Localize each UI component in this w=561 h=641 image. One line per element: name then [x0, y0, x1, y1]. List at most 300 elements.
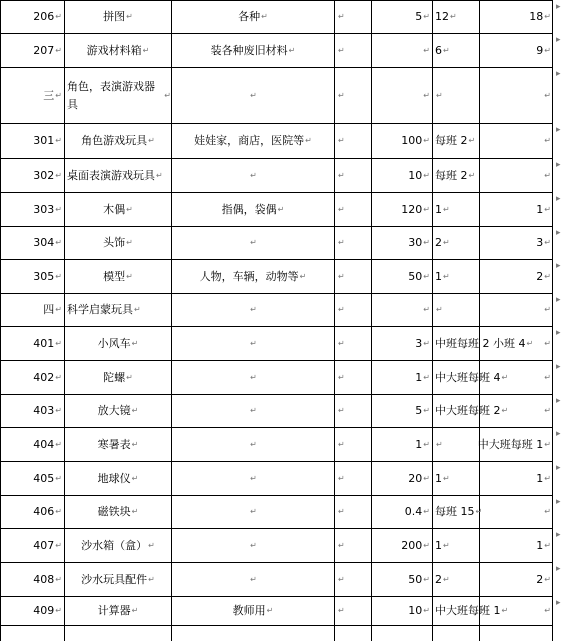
- item-description-text: 装各种废旧材料: [210, 43, 288, 57]
- small-class-amount-text: 12: [435, 10, 449, 23]
- table-row-border: [0, 625, 553, 626]
- paragraph-mark-icon: ↵: [55, 170, 62, 180]
- paragraph-mark-icon: ↵: [338, 574, 345, 584]
- small-class-amount-cell: [433, 395, 553, 427]
- row-number-cell: [1, 529, 64, 562]
- paragraph-mark-icon: ↵: [501, 372, 509, 382]
- paragraph-mark-icon: ↵: [544, 45, 551, 55]
- item-name-cell: [65, 563, 171, 596]
- row-number-text: 409: [33, 604, 55, 617]
- item-description-text: 各种: [238, 10, 261, 23]
- row-number-text: 207: [33, 43, 55, 57]
- paragraph-mark-icon: ↵: [55, 406, 62, 415]
- item-name-text: 角色游戏玩具: [81, 134, 148, 147]
- paragraph-mark-icon: ↵: [299, 271, 307, 281]
- large-class-amount-cell: [480, 529, 553, 562]
- paragraph-mark-icon: ↵: [55, 45, 62, 55]
- quantity-text: 1: [415, 370, 423, 384]
- paragraph-mark-icon: ↵: [55, 574, 62, 584]
- small-class-amount-cell: [433, 294, 479, 326]
- item-description-cell: [172, 361, 334, 394]
- large-class-amount-cell: [480, 462, 553, 495]
- paragraph-mark-icon: ↵: [288, 45, 296, 55]
- paragraph-mark-icon: ↵: [423, 540, 430, 550]
- quantity-cell: [372, 563, 432, 596]
- row-number-cell: [1, 597, 64, 625]
- quantity-text: 1: [415, 437, 423, 451]
- item-name-text: 计算器: [97, 604, 131, 617]
- item-name-cell: [65, 294, 171, 326]
- small-class-amount-text: 1: [435, 202, 442, 216]
- paragraph-mark-icon: ↵: [544, 473, 551, 483]
- blank-column-cell: [335, 529, 371, 562]
- paragraph-mark-icon: ↵: [468, 170, 476, 180]
- paragraph-mark-icon: ↵: [277, 204, 285, 214]
- large-class-amount-text: 中大班每班 1: [477, 437, 544, 451]
- row-number-text: 408: [33, 572, 55, 586]
- paragraph-mark-icon: ↵: [148, 136, 155, 145]
- paragraph-mark-icon: ↵: [475, 507, 483, 516]
- paragraph-mark-icon: ↵: [423, 90, 430, 100]
- item-description-text: 娃娃家，商店，医院等: [194, 134, 305, 147]
- paragraph-mark-icon: ↵: [338, 12, 345, 21]
- paragraph-mark-icon: ↵: [544, 271, 551, 281]
- paragraph-mark-icon: ↵: [544, 606, 551, 615]
- paragraph-mark-icon: ↵: [250, 540, 257, 550]
- blank-column-cell: [335, 34, 371, 67]
- item-name-text: 头饰: [103, 236, 126, 249]
- paragraph-mark-icon: ↵: [126, 238, 133, 247]
- paragraph-mark-icon: ↵: [126, 12, 133, 21]
- row-number-text: 206: [33, 10, 55, 23]
- paragraph-mark-icon: ↵: [423, 12, 430, 21]
- row-number-text: 四: [43, 303, 55, 316]
- quantity-cell: [372, 159, 432, 192]
- small-class-amount-cell: [433, 124, 479, 158]
- paragraph-mark-icon: ↵: [544, 238, 551, 247]
- item-name-cell: [65, 361, 171, 394]
- paragraph-mark-icon: ↵: [55, 507, 62, 516]
- paragraph-mark-icon: ↵: [148, 540, 155, 550]
- quantity-text: 10: [408, 168, 423, 182]
- small-class-amount-text: 1: [435, 538, 442, 552]
- item-name-cell: [65, 227, 171, 259]
- item-description-cell: [172, 597, 334, 625]
- quantity-cell: [372, 260, 432, 293]
- paragraph-mark-icon: ↵: [436, 305, 443, 314]
- paragraph-mark-icon: ↵: [338, 439, 345, 449]
- item-name-cell: [65, 68, 171, 123]
- paragraph-mark-icon: ↵: [544, 170, 551, 180]
- paragraph-mark-icon: ↵: [338, 406, 345, 415]
- paragraph-mark-icon: ↵: [468, 136, 476, 145]
- row-number-cell: [1, 227, 64, 259]
- blank-column-cell: [335, 395, 371, 427]
- item-description-cell: [172, 1, 334, 33]
- small-class-amount-cell: [433, 428, 479, 461]
- paragraph-mark-icon: ↵: [131, 338, 139, 348]
- row-end-mark-icon: ▸: [556, 396, 561, 406]
- paragraph-mark-icon: ↵: [250, 338, 257, 348]
- row-end-mark-icon: ▸: [556, 463, 561, 473]
- paragraph-mark-icon: ↵: [261, 12, 268, 21]
- paragraph-mark-icon: ↵: [55, 12, 62, 21]
- paragraph-mark-icon: ↵: [55, 439, 62, 449]
- paragraph-mark-icon: ↵: [544, 439, 551, 449]
- paragraph-mark-icon: ↵: [544, 204, 551, 214]
- paragraph-mark-icon: ↵: [55, 271, 62, 281]
- large-class-amount-text: 1: [536, 471, 544, 485]
- small-class-amount-cell: [433, 529, 479, 562]
- paragraph-mark-icon: ↵: [131, 473, 139, 483]
- item-description-cell: [172, 68, 334, 123]
- paragraph-mark-icon: ↵: [338, 204, 345, 214]
- paragraph-mark-icon: ↵: [423, 170, 430, 180]
- item-name-cell: [65, 159, 171, 192]
- small-class-amount-cell: [433, 193, 479, 226]
- quantity-cell: [372, 34, 432, 67]
- small-class-amount-text: 中大班每班 1: [435, 604, 501, 617]
- item-name-cell: [65, 34, 171, 67]
- paragraph-mark-icon: ↵: [338, 606, 345, 615]
- paragraph-mark-icon: ↵: [501, 406, 509, 415]
- paragraph-mark-icon: ↵: [338, 338, 345, 348]
- paragraph-mark-icon: ↵: [250, 372, 257, 382]
- item-description-cell: [172, 563, 334, 596]
- row-number-cell: [1, 124, 64, 158]
- quantity-cell: [372, 361, 432, 394]
- quantity-cell: [372, 227, 432, 259]
- paragraph-mark-icon: ↵: [126, 372, 133, 382]
- row-number-cell: [1, 294, 64, 326]
- blank-column-cell: [335, 361, 371, 394]
- item-name-text: 木偶: [103, 202, 126, 216]
- small-class-amount-text: 中大班每班 4: [435, 370, 501, 384]
- paragraph-mark-icon: ↵: [423, 305, 430, 314]
- paragraph-mark-icon: ↵: [55, 238, 62, 247]
- blank-column-cell: [335, 327, 371, 360]
- item-description-text: 教师用: [232, 604, 266, 617]
- small-class-amount-cell: [433, 260, 479, 293]
- paragraph-mark-icon: ↵: [250, 507, 257, 516]
- item-name-text: 寒暑表: [97, 437, 131, 451]
- item-description-cell: [172, 34, 334, 67]
- paragraph-mark-icon: ↵: [142, 45, 150, 55]
- large-class-amount-cell: [480, 260, 553, 293]
- item-name-text: 磁铁块: [97, 505, 131, 518]
- paragraph-mark-icon: ↵: [250, 170, 257, 180]
- paragraph-mark-icon: ↵: [338, 473, 345, 483]
- paragraph-mark-icon: ↵: [131, 406, 139, 415]
- row-end-mark-icon: ▸: [556, 35, 561, 45]
- item-name-text: 科学启蒙玩具: [67, 303, 133, 316]
- item-description-cell: [172, 124, 334, 158]
- paragraph-mark-icon: ↵: [544, 540, 551, 550]
- paragraph-mark-icon: ↵: [131, 507, 139, 516]
- item-description-cell: [172, 227, 334, 259]
- quantity-cell: [372, 68, 432, 123]
- small-class-amount-text: 2: [435, 236, 442, 249]
- small-class-amount-text: 每班 2: [435, 168, 468, 182]
- row-end-mark-icon: ▸: [556, 362, 561, 372]
- row-end-mark-icon: ▸: [556, 160, 561, 170]
- row-end-mark-icon: ▸: [556, 530, 561, 540]
- item-description-cell: [172, 260, 334, 293]
- item-description-text: 人物，车辆，动物等: [199, 269, 299, 283]
- item-name-text: 放大镜: [97, 404, 131, 417]
- blank-column-cell: [335, 159, 371, 192]
- small-class-amount-text: 6: [435, 43, 442, 57]
- paragraph-mark-icon: ↵: [423, 606, 430, 615]
- quantity-cell: [372, 124, 432, 158]
- quantity-cell: [372, 496, 432, 528]
- paragraph-mark-icon: ↵: [55, 540, 62, 550]
- quantity-cell: [372, 1, 432, 33]
- small-class-amount-cell: [433, 496, 483, 528]
- row-number-cell: [1, 496, 64, 528]
- row-end-mark-icon: ▸: [556, 261, 561, 271]
- row-number-cell: [1, 428, 64, 461]
- blank-column-cell: [335, 597, 371, 625]
- quantity-text: 0.4: [404, 505, 423, 518]
- paragraph-mark-icon: ↵: [338, 372, 345, 382]
- row-number-text: 303: [33, 202, 55, 216]
- quantity-cell: [372, 327, 432, 360]
- large-class-amount-text: 1: [536, 202, 544, 216]
- small-class-amount-cell: [433, 1, 479, 33]
- paragraph-mark-icon: ↵: [250, 406, 257, 415]
- small-class-amount-cell: [433, 159, 479, 192]
- paragraph-mark-icon: ↵: [55, 136, 62, 145]
- paragraph-mark-icon: ↵: [338, 90, 345, 100]
- paragraph-mark-icon: ↵: [544, 136, 551, 145]
- row-number-cell: [1, 395, 64, 427]
- paragraph-mark-icon: ↵: [423, 439, 430, 449]
- paragraph-mark-icon: ↵: [436, 439, 443, 449]
- item-name-cell: [65, 395, 171, 427]
- item-name-cell: [65, 462, 171, 495]
- paragraph-mark-icon: ↵: [501, 606, 509, 615]
- item-description-cell: [172, 395, 334, 427]
- row-end-mark-icon: ▸: [556, 2, 561, 12]
- row-number-text: 406: [33, 505, 55, 518]
- row-end-mark-icon: ▸: [556, 598, 561, 608]
- paragraph-mark-icon: ↵: [544, 372, 551, 382]
- paragraph-mark-icon: ↵: [250, 439, 257, 449]
- paragraph-mark-icon: ↵: [338, 170, 345, 180]
- small-class-amount-cell: [433, 68, 479, 123]
- item-name-cell: [65, 124, 171, 158]
- paragraph-mark-icon: ↵: [423, 204, 430, 214]
- item-description-cell: [172, 462, 334, 495]
- small-class-amount-text: 每班 2: [435, 134, 468, 147]
- row-number-text: 407: [33, 538, 55, 552]
- large-class-amount-cell: [480, 227, 553, 259]
- paragraph-mark-icon: ↵: [55, 204, 62, 214]
- quantity-cell: [372, 193, 432, 226]
- row-number-cell: [1, 361, 64, 394]
- large-class-amount-text: 2: [536, 269, 544, 283]
- row-end-mark-icon: ▸: [556, 228, 561, 238]
- quantity-text: 50: [408, 269, 423, 283]
- quantity-cell: [372, 395, 432, 427]
- paragraph-mark-icon: ↵: [338, 271, 345, 281]
- large-class-amount-cell: [480, 193, 553, 226]
- large-class-amount-cell: [480, 294, 553, 326]
- paragraph-mark-icon: ↵: [338, 540, 345, 550]
- row-number-text: 403: [33, 404, 55, 417]
- paragraph-mark-icon: ↵: [55, 473, 62, 483]
- row-number-text: 405: [33, 471, 55, 485]
- large-class-amount-text: 18: [529, 10, 544, 23]
- row-number-text: 404: [33, 437, 55, 451]
- paragraph-mark-icon: ↵: [55, 338, 62, 348]
- row-end-mark-icon: ▸: [556, 125, 561, 135]
- paragraph-mark-icon: ↵: [544, 338, 551, 348]
- paragraph-mark-icon: ↵: [423, 473, 430, 483]
- item-description-text: 指偶，袋偶: [221, 202, 277, 216]
- paragraph-mark-icon: ↵: [526, 338, 534, 348]
- large-class-amount-cell: [480, 1, 553, 33]
- item-description-cell: [172, 428, 334, 461]
- paragraph-mark-icon: ↵: [250, 305, 257, 314]
- paragraph-mark-icon: ↵: [338, 238, 345, 247]
- large-class-amount-cell: [480, 34, 553, 67]
- paragraph-mark-icon: ↵: [148, 574, 155, 584]
- quantity-text: 5: [415, 10, 423, 23]
- quantity-cell: [372, 597, 432, 625]
- item-name-cell: [65, 529, 171, 562]
- quantity-text: 120: [401, 202, 423, 216]
- paragraph-mark-icon: ↵: [55, 606, 62, 615]
- small-class-amount-text: 每班 15: [435, 505, 475, 518]
- large-class-amount-text: 2: [536, 572, 544, 586]
- blank-column-cell: [335, 496, 371, 528]
- small-class-amount-cell: [433, 227, 479, 259]
- paragraph-mark-icon: ↵: [55, 90, 62, 100]
- quantity-text: 5: [415, 404, 423, 417]
- row-number-cell: [1, 563, 64, 596]
- small-class-amount-text: 中班每班 2 小班 4: [435, 336, 526, 350]
- paragraph-mark-icon: ↵: [131, 439, 139, 449]
- row-number-text: 402: [33, 370, 55, 384]
- quantity-text: 20: [408, 471, 423, 485]
- item-name-text: 拼图: [103, 10, 126, 23]
- paragraph-mark-icon: ↵: [423, 238, 430, 247]
- blank-column-cell: [335, 260, 371, 293]
- paragraph-mark-icon: ↵: [443, 45, 450, 55]
- paragraph-mark-icon: ↵: [250, 473, 257, 483]
- item-description-cell: [172, 294, 334, 326]
- paragraph-mark-icon: ↵: [338, 507, 345, 516]
- small-class-amount-text: 中大班每班 2: [435, 404, 501, 417]
- paragraph-mark-icon: ↵: [338, 305, 345, 314]
- quantity-text: 3: [415, 336, 423, 350]
- item-name-cell: [65, 597, 171, 625]
- quantity-cell: [372, 294, 432, 326]
- item-name-cell: [65, 327, 171, 360]
- paragraph-mark-icon: ↵: [126, 271, 133, 281]
- paragraph-mark-icon: ↵: [544, 406, 551, 415]
- blank-column-cell: [335, 227, 371, 259]
- paragraph-mark-icon: ↵: [443, 574, 450, 584]
- item-name-cell: [65, 260, 171, 293]
- row-number-cell: [1, 462, 64, 495]
- item-name-cell: [65, 193, 171, 226]
- paragraph-mark-icon: ↵: [423, 406, 430, 415]
- large-class-amount-text: 9: [536, 43, 544, 57]
- row-number-cell: [1, 327, 64, 360]
- row-end-mark-icon: ▸: [556, 564, 561, 574]
- paragraph-mark-icon: ↵: [164, 90, 171, 100]
- blank-column-cell: [335, 1, 371, 33]
- paragraph-mark-icon: ↵: [443, 271, 450, 281]
- paragraph-mark-icon: ↵: [423, 574, 430, 584]
- paragraph-mark-icon: ↵: [423, 372, 430, 382]
- paragraph-mark-icon: ↵: [250, 90, 257, 100]
- item-description-cell: [172, 529, 334, 562]
- item-name-text: 角色，表演游戏器具: [67, 79, 155, 111]
- row-end-mark-icon: ▸: [556, 497, 561, 507]
- row-end-mark-icon: ▸: [556, 429, 561, 439]
- paragraph-mark-icon: ↵: [423, 271, 430, 281]
- paragraph-mark-icon: ↵: [266, 606, 274, 615]
- paragraph-mark-icon: ↵: [55, 305, 62, 314]
- paragraph-mark-icon: ↵: [131, 606, 139, 615]
- paragraph-mark-icon: ↵: [443, 540, 450, 550]
- paragraph-mark-icon: ↵: [423, 338, 430, 348]
- item-name-text: 游戏材料箱: [86, 43, 142, 57]
- row-number-text: 301: [33, 134, 55, 147]
- quantity-cell: [372, 428, 432, 461]
- item-name-text: 陀螺: [103, 370, 126, 384]
- small-class-amount-cell: [433, 597, 553, 625]
- large-class-amount-cell: [480, 563, 553, 596]
- large-class-amount-cell: [480, 159, 553, 192]
- item-name-text: 小风车: [97, 336, 131, 350]
- small-class-amount-text: 2: [435, 572, 442, 586]
- row-end-mark-icon: ▸: [556, 328, 561, 338]
- blank-column-cell: [335, 563, 371, 596]
- row-end-mark-icon: ▸: [556, 295, 561, 305]
- row-number-cell: [1, 34, 64, 67]
- paragraph-mark-icon: ↵: [544, 12, 551, 21]
- paragraph-mark-icon: ↵: [134, 305, 141, 314]
- quantity-text: 100: [401, 134, 423, 147]
- paragraph-mark-icon: ↵: [250, 238, 257, 247]
- large-class-amount-text: 3: [536, 236, 544, 249]
- paragraph-mark-icon: ↵: [126, 204, 133, 214]
- row-number-cell: [1, 193, 64, 226]
- row-number-text: 304: [33, 236, 55, 249]
- paragraph-mark-icon: ↵: [544, 90, 551, 100]
- small-class-amount-cell: [433, 462, 479, 495]
- row-end-mark-icon: ▸: [556, 194, 561, 204]
- item-name-text: 模型: [103, 269, 126, 283]
- blank-column-cell: [335, 68, 371, 123]
- item-name-text: 地球仪: [97, 471, 131, 485]
- quantity-text: 200: [401, 538, 423, 552]
- paragraph-mark-icon: ↵: [423, 136, 430, 145]
- small-class-amount-cell: [433, 563, 479, 596]
- quantity-text: 10: [408, 604, 423, 617]
- small-class-amount-cell: [433, 361, 553, 394]
- paragraph-mark-icon: ↵: [250, 574, 257, 584]
- blank-column-cell: [335, 462, 371, 495]
- paragraph-mark-icon: ↵: [55, 372, 62, 382]
- paragraph-mark-icon: ↵: [305, 136, 312, 145]
- row-number-cell: [1, 68, 64, 123]
